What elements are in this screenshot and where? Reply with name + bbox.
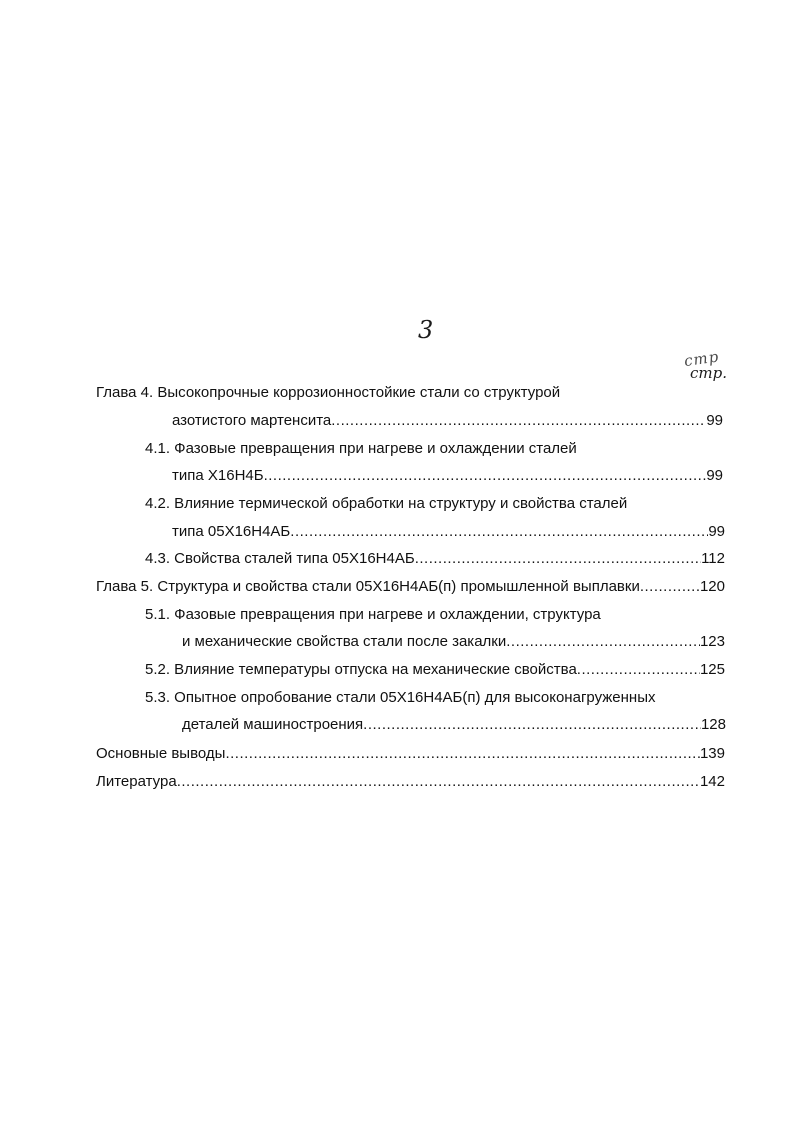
toc-entry-4-3[interactable] bbox=[145, 550, 725, 568]
toc-page-number: 123 bbox=[699, 633, 725, 650]
toc-page-number: 99 bbox=[706, 467, 723, 484]
toc-page-number: 139 bbox=[699, 745, 725, 762]
toc-entry-label: Основные выводы bbox=[96, 745, 226, 762]
toc-page-number: 112 bbox=[701, 550, 725, 567]
toc-entry-literature[interactable] bbox=[96, 773, 725, 791]
dot-leader bbox=[363, 716, 701, 734]
dot-leader bbox=[177, 773, 700, 791]
toc-entry-4-1[interactable] bbox=[145, 440, 726, 458]
toc-entry-5-1[interactable] bbox=[145, 606, 725, 624]
toc-entry-label: 4.1. Фазовые превращения при нагреве и охлаждении сталей bbox=[145, 440, 577, 457]
toc-entry-label: азотистого мартенсита bbox=[172, 412, 332, 429]
dot-leader bbox=[225, 745, 700, 763]
toc-page-number: 99 bbox=[706, 412, 723, 429]
toc-entry-label: и механические свойства стали после закалки bbox=[182, 633, 507, 650]
toc-page-number: 99 bbox=[708, 523, 725, 540]
toc-entry-4-2-cont[interactable] bbox=[172, 523, 725, 541]
dot-leader bbox=[506, 633, 700, 651]
toc-entry-5-3-cont[interactable] bbox=[182, 716, 726, 734]
toc-entry-label: типа Х16Н4Б bbox=[172, 467, 264, 484]
toc-entry-label: 4.2. Влияние термической обработки на структуру и свойства сталей bbox=[145, 495, 628, 512]
page-column-label: стр. bbox=[690, 364, 727, 382]
page-number: 3 bbox=[418, 316, 434, 344]
toc-entry-5-1-cont[interactable] bbox=[182, 633, 725, 651]
toc-entry-chapter-4-cont[interactable] bbox=[172, 412, 723, 430]
toc-entry-conclusions[interactable] bbox=[96, 745, 725, 763]
toc-entry-4-2[interactable] bbox=[145, 495, 726, 513]
toc-page-number: 142 bbox=[699, 773, 725, 790]
dot-leader bbox=[331, 412, 706, 430]
toc-entry-label: Литература bbox=[96, 773, 177, 790]
toc-entry-label: деталей машиностроения bbox=[182, 716, 364, 733]
toc-entry-chapter-5[interactable] bbox=[96, 578, 725, 596]
toc-entry-label: 5.1. Фазовые превращения при нагреве и охлаждении, структура bbox=[145, 606, 601, 623]
toc-entry-label: типа 05Х16Н4АБ bbox=[172, 523, 291, 540]
dot-leader bbox=[264, 467, 707, 485]
toc-entry-label: 5.2. Влияние температуры отпуска на механические свойства bbox=[145, 661, 577, 678]
toc-entry-5-2[interactable] bbox=[145, 661, 725, 679]
toc-entry-label: Глава 4. Высокопрочные коррозионностойкие стали со структурой bbox=[96, 384, 561, 401]
toc-entry-label: 5.3. Опытное опробование стали 05Х16Н4АБ(п) для высоконагруженных bbox=[145, 689, 656, 706]
dot-leader bbox=[640, 578, 700, 596]
dot-leader bbox=[290, 523, 708, 541]
toc-entry-label: 4.3. Свойства сталей типа 05Х16Н4АБ bbox=[145, 550, 415, 567]
toc-page-number: 125 bbox=[699, 661, 725, 678]
toc-entry-5-3[interactable] bbox=[145, 689, 726, 707]
handwritten-stamp: стр bbox=[682, 347, 721, 371]
toc-entry-chapter-4[interactable] bbox=[96, 384, 726, 402]
dot-leader bbox=[415, 550, 701, 568]
toc-entry-label: Глава 5. Структура и свойства стали 05Х16Н4АБ(п) промышленной выплавки bbox=[96, 578, 640, 595]
toc-page-number: 128 bbox=[700, 716, 726, 733]
dot-leader bbox=[577, 661, 700, 679]
toc-entry-4-1-cont[interactable] bbox=[172, 467, 723, 485]
toc-page-number: 120 bbox=[699, 578, 725, 595]
